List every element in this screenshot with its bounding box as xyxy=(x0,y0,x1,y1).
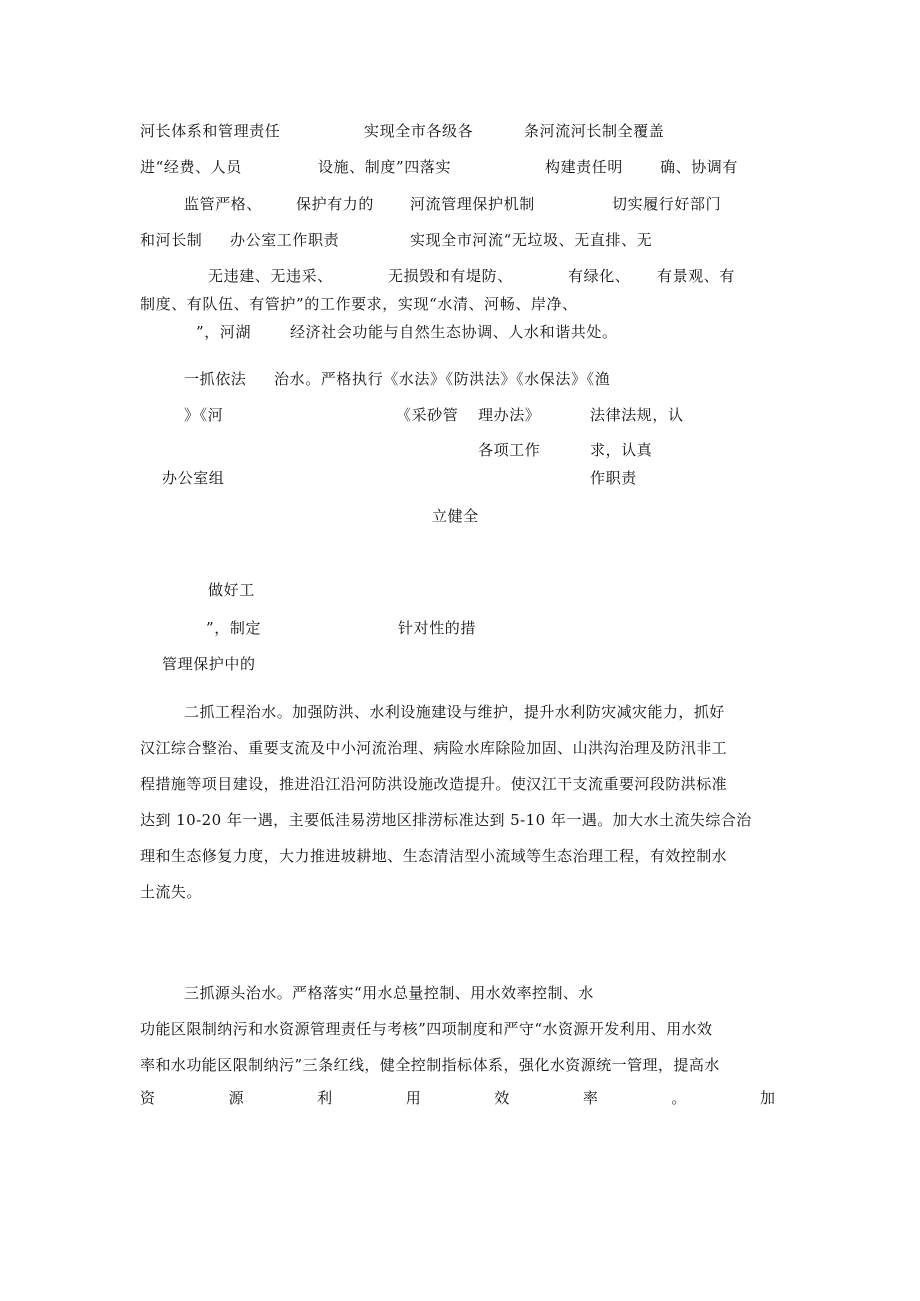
paragraph-line: 程措施等项目建设，推进沿江沿河防洪设施改造提升。使汉江干支流重要河段防洪标准 xyxy=(140,775,728,793)
text-fragment: 条河流河长制全覆盖 xyxy=(524,122,665,140)
text-fragment: 管理保护中的 xyxy=(162,655,256,673)
paragraph-line: 理和生态修复力度，大力推进坡耕地、生态清洁型小流域等生态治理工程，有效控制水 xyxy=(140,847,728,865)
text-fragment: 经济社会功能与自然生态协调、人水和谐共处。 xyxy=(290,323,618,341)
text-fragment: 制度、有队伍、有管护”的工作要求，实现“水清、河畅、岸净、 xyxy=(140,295,578,313)
text-fragment: 做好工 xyxy=(208,581,255,599)
paragraph-line: 三抓源头治水。严格落实“用水总量控制、用水效率控制、水 xyxy=(184,984,594,1002)
spread-char: 用 xyxy=(405,1089,421,1107)
paragraph-line: 率和水功能区限制纳污”三条红线，健全控制指标体系，强化水资源统一管理，提高水 xyxy=(140,1056,720,1074)
text-fragment: 有绿化、 xyxy=(568,267,631,285)
text-fragment: 河长体系和管理责任 xyxy=(140,122,281,140)
text-fragment: 进“经费、人员 xyxy=(140,158,242,176)
text-fragment: 办公室组 xyxy=(162,469,225,487)
text-fragment: 实现全市各级各 xyxy=(364,122,474,140)
spread-char: 加 xyxy=(759,1089,775,1107)
text-fragment: 办公室工作职责 xyxy=(230,231,340,249)
spread-char: 资 xyxy=(140,1089,156,1107)
text-fragment: 法律法规，认 xyxy=(590,406,684,424)
text-fragment: 》《河 xyxy=(184,406,224,424)
spread-char: 效 xyxy=(494,1089,510,1107)
text-fragment: 和河长制 xyxy=(140,231,203,249)
text-fragment: 设施、制度”四落实 xyxy=(318,158,452,176)
spread-char: 。 xyxy=(671,1089,687,1107)
text-fragment: 保护有力的 xyxy=(296,195,375,213)
spread-line xyxy=(140,1088,775,1108)
spread-char: 源 xyxy=(228,1089,244,1107)
text-fragment: 切实履行好部门 xyxy=(612,195,722,213)
text-fragment: 有景观、有 xyxy=(657,267,736,285)
text-fragment: 立健全 xyxy=(432,507,479,525)
text-fragment: 河流管理保护机制 xyxy=(410,195,535,213)
text-fragment: ”，河湖 xyxy=(196,323,252,341)
text-fragment: ”，制定 xyxy=(206,619,262,637)
paragraph-line: 土流失。 xyxy=(140,883,202,901)
paragraph-line: 达到 10-20 年一遇，主要低洼易涝地区排涝标准达到 5-10 年一遇。加大水土流失综合治 xyxy=(140,811,752,829)
text-fragment: 无损毁和有堤防、 xyxy=(388,267,513,285)
paragraph-line: 汉江综合整治、重要支流及中小河流治理、病险水库除险加固、山洪沟治理及防汛非工 xyxy=(140,739,728,757)
paragraph-line: 二抓工程治水。加强防洪、水利设施建设与维护，提升水利防灾减灾能力，抓好 xyxy=(184,703,725,721)
text-fragment: 监管严格、 xyxy=(184,195,263,213)
text-fragment: 治水。严格执行《水法》《防洪法》《水保法》《渔 xyxy=(274,370,611,388)
spread-char: 利 xyxy=(317,1089,333,1107)
text-fragment: 针对性的措 xyxy=(398,619,477,637)
text-fragment: 作职责 xyxy=(590,469,637,487)
paragraph-line: 功能区限制纳污和水资源管理责任与考核”四项制度和严守“水资源开发利用、用水效 xyxy=(140,1020,713,1038)
text-fragment: 无违建、无违采、 xyxy=(208,267,333,285)
text-fragment: 《采砂管 xyxy=(396,406,459,424)
text-fragment: 确、协调有 xyxy=(660,158,739,176)
text-fragment: 理办法》 xyxy=(478,406,541,424)
text-fragment: 构建责任明 xyxy=(545,158,624,176)
text-fragment: 求，认真 xyxy=(590,441,653,459)
text-fragment: 各项工作 xyxy=(478,441,541,459)
text-fragment: 一抓依法 xyxy=(184,370,247,388)
spread-char: 率 xyxy=(582,1089,598,1107)
text-fragment: 实现全市河流“无垃圾、无直排、无 xyxy=(410,231,653,249)
